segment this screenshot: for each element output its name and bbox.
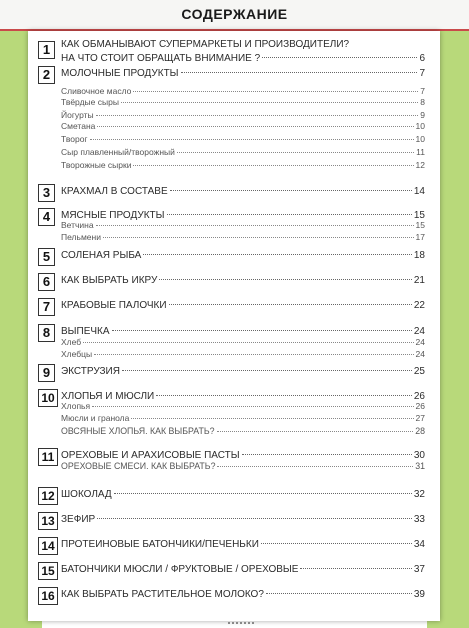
toc-entry-title	[61, 248, 425, 264]
dot-leader	[266, 593, 412, 594]
chapter-number: 1	[38, 41, 55, 59]
toc-entry-6[interactable]	[28, 273, 440, 289]
dot-leader	[262, 57, 417, 58]
toc-subentry-title: Хлебцы	[61, 349, 93, 359]
toc-subentry-title: ОРЕХОВЫЕ СМЕСИ. КАК ВЫБРАТЬ?	[61, 461, 216, 471]
chapter-number: 4	[38, 208, 55, 226]
chapter-number: 2	[38, 66, 55, 84]
chapter-number: 16	[38, 587, 58, 605]
toc-subentry[interactable]	[61, 121, 425, 132]
toc-subentry-title: Мюсли и гранола	[61, 413, 130, 423]
page-number: 27	[415, 413, 425, 423]
toc-entry-title-text: ВЫПЕЧКА	[61, 326, 110, 337]
toc-entry-14[interactable]	[28, 537, 440, 553]
dot-leader	[169, 304, 412, 305]
dot-leader	[94, 354, 413, 355]
toc-entry-title-text: КАК ВЫБРАТЬ ИКРУ	[61, 275, 158, 286]
dot-leader	[156, 395, 412, 396]
toc-entry-title-line2	[61, 53, 425, 65]
page-number: 15	[415, 220, 425, 230]
page-number: 15	[413, 210, 425, 221]
toc-subentry-title: Творожные сырки	[61, 160, 132, 170]
toc-subentry-title: Сливочное масло	[61, 86, 132, 96]
dot-leader	[242, 454, 412, 455]
dot-leader	[133, 165, 413, 166]
page-number: 21	[413, 275, 425, 286]
page-number: 12	[415, 160, 425, 170]
chapter-number: 3	[38, 184, 55, 202]
toc-subentry[interactable]	[61, 426, 425, 437]
toc-entry-title-text: КРАХМАЛ В СОСТАВЕ	[61, 186, 168, 197]
chapter-number: 10	[38, 389, 58, 407]
page-number: 10	[415, 134, 425, 144]
toc-subentry[interactable]	[61, 110, 425, 121]
dot-leader	[167, 214, 412, 215]
toc-subentry-title: Ветчина	[61, 220, 94, 230]
toc-subentry[interactable]	[61, 413, 425, 424]
dot-leader	[217, 466, 413, 467]
toc-entry-title-text: КАК ВЫБРАТЬ РАСТИТЕЛЬНОЕ МОЛОКО?	[61, 589, 264, 600]
toc-subentry[interactable]	[61, 147, 425, 158]
page-number: 17	[415, 232, 425, 242]
dot-leader	[121, 102, 418, 103]
toc-paper	[28, 31, 440, 621]
dot-leader	[133, 91, 418, 92]
page-number: 22	[413, 300, 425, 311]
toc-entry-title-text: БАТОНЧИКИ МЮСЛИ / ФРУКТОВЫЕ / ОРЕХОВЫЕ	[61, 564, 299, 575]
toc-subentry[interactable]	[61, 232, 425, 243]
toc-entry-title	[61, 66, 425, 82]
toc-entry-3[interactable]	[28, 184, 440, 200]
toc-entry-1[interactable]	[28, 39, 440, 64]
toc-entry-9[interactable]	[28, 364, 440, 380]
toc-entry-title	[61, 562, 425, 578]
toc-subentry-title: Творог	[61, 134, 88, 144]
chapter-number: 7	[38, 298, 55, 316]
toc-entry-title-text: КРАБОВЫЕ ПАЛОЧКИ	[61, 300, 167, 311]
toc-subentry-title: ОВСЯНЫЕ ХЛОПЬЯ. КАК ВЫБРАТЬ?	[61, 426, 215, 436]
page-number: 24	[413, 326, 425, 337]
page-number: 26	[415, 401, 425, 411]
toc-subentry[interactable]	[61, 86, 425, 97]
page-number: 24	[415, 337, 425, 347]
dot-leader	[96, 225, 414, 226]
dot-leader	[170, 190, 412, 191]
page-number: 9	[420, 110, 425, 120]
chapter-number: 15	[38, 562, 58, 580]
toc-entry-title-text: ЭКСТРУЗИЯ	[61, 366, 120, 377]
toc-subentry[interactable]	[61, 220, 425, 231]
toc-entry-title-text: ШОКОЛАД	[61, 489, 112, 500]
toc-entry-title	[61, 512, 425, 528]
page-number: 31	[415, 461, 425, 471]
toc-subentry-title: Пельмени	[61, 232, 101, 242]
toc-subentry-title: Йогурты	[61, 110, 94, 120]
dot-leader	[114, 493, 412, 494]
dot-leader	[92, 406, 413, 407]
page-number: 7	[420, 86, 425, 96]
toc-entry-title-text: СОЛЕНАЯ РЫБА	[61, 250, 142, 261]
toc-entry-15[interactable]	[28, 562, 440, 578]
dot-leader	[122, 370, 412, 371]
dot-leader	[261, 543, 412, 544]
page-number: 30	[413, 450, 425, 461]
chapter-number: 6	[38, 273, 55, 291]
toc-entry-16[interactable]	[28, 587, 440, 603]
toc-entry-7[interactable]	[28, 298, 440, 314]
page-number: 6	[419, 53, 425, 64]
toc-subentry-title: Хлопья	[61, 401, 91, 411]
page-number: 25	[413, 366, 425, 377]
toc-entry-13[interactable]	[28, 512, 440, 528]
page-number: 14	[413, 186, 425, 197]
toc-entry-title	[61, 364, 425, 380]
toc-subentry[interactable]	[61, 97, 425, 108]
toc-entry-title	[61, 184, 425, 200]
page-number: 39	[413, 589, 425, 600]
chapter-number: 8	[38, 324, 55, 342]
table-of-contents	[28, 31, 440, 621]
dot-leader	[177, 152, 414, 153]
toc-entry-title	[61, 487, 425, 503]
chapter-number: 11	[38, 448, 58, 466]
page-number: 32	[413, 489, 425, 500]
page-title: СОДЕРЖАНИЕ	[181, 6, 288, 22]
dot-leader	[300, 568, 411, 569]
page-number: 37	[413, 564, 425, 575]
toc-entry-title-text: НА ЧТО СТОИТ ОБРАЩАТЬ ВНИМАНИЕ ?	[61, 53, 261, 64]
toc-subentry-title: Сметана	[61, 121, 96, 131]
toc-entry-title-text: ЗЕФИР	[61, 514, 96, 525]
page-number: 24	[415, 349, 425, 359]
toc-entry-title	[61, 298, 425, 314]
toc-subentry[interactable]	[61, 337, 425, 348]
toc-entry-2[interactable]	[28, 66, 440, 82]
page-number: 11	[416, 147, 425, 157]
toc-entry-title	[61, 587, 425, 603]
page-number: 34	[413, 539, 425, 550]
toc-subentry-title: Твёрдые сыры	[61, 97, 119, 107]
page-number: 33	[413, 514, 425, 525]
page-number: 26	[413, 391, 425, 402]
toc-subentry[interactable]	[61, 349, 425, 360]
toc-entry-title-text: ПРОТЕИНОВЫЕ БАТОНЧИКИ/ПЕЧЕНЬКИ	[61, 539, 259, 550]
dot-leader	[97, 518, 412, 519]
toc-entry-title-text: ОРЕХОВЫЕ И АРАХИСОВЫЕ ПАСТЫ	[61, 450, 240, 461]
page-number: 18	[413, 250, 425, 261]
toc-entry-5[interactable]	[28, 248, 440, 264]
chapter-number: 12	[38, 487, 58, 505]
page-number: 8	[420, 97, 425, 107]
chapter-number: 9	[38, 364, 55, 382]
dot-leader	[90, 139, 414, 140]
toc-entry-title	[61, 537, 425, 553]
dot-leader	[159, 279, 412, 280]
toc-subentry[interactable]	[61, 461, 425, 472]
toc-entry-title-text: МОЛОЧНЫЕ ПРОДУКТЫ	[61, 68, 179, 79]
page-number: 28	[415, 426, 425, 436]
dot-leader	[97, 126, 413, 127]
page-number: 7	[419, 68, 425, 79]
toc-entry-title-text: КАК ОБМАНЫВАЮТ СУПЕРМАРКЕТЫ И ПРОИЗВОДИТЕЛИ?	[61, 39, 350, 50]
dot-leader	[181, 72, 418, 73]
dot-leader	[217, 431, 414, 432]
page-number: 10	[415, 121, 425, 131]
toc-subentry[interactable]	[61, 401, 425, 412]
toc-entry-title-text: МЯСНЫЕ ПРОДУКТЫ	[61, 210, 165, 221]
toc-entry-title-text: ХЛОПЬЯ И МЮСЛИ	[61, 391, 155, 402]
dot-leader	[112, 330, 412, 331]
toc-entry-title	[61, 37, 425, 53]
dot-leader	[143, 254, 412, 255]
toc-entry-12[interactable]	[28, 487, 440, 503]
toc-subentry-title: Сыр плавленный/творожный	[61, 147, 175, 157]
toc-subentry[interactable]	[61, 160, 425, 171]
dot-leader	[83, 342, 413, 343]
toc-subentry-title: Хлеб	[61, 337, 82, 347]
chapter-number: 14	[38, 537, 58, 555]
dot-leader	[103, 237, 414, 238]
bottom-dash	[228, 622, 254, 627]
toc-subentry[interactable]	[61, 134, 425, 145]
dot-leader	[96, 115, 419, 116]
dot-leader	[131, 418, 413, 419]
toc-entry-title	[61, 273, 425, 289]
chapter-number: 13	[38, 512, 58, 530]
chapter-number: 5	[38, 248, 55, 266]
